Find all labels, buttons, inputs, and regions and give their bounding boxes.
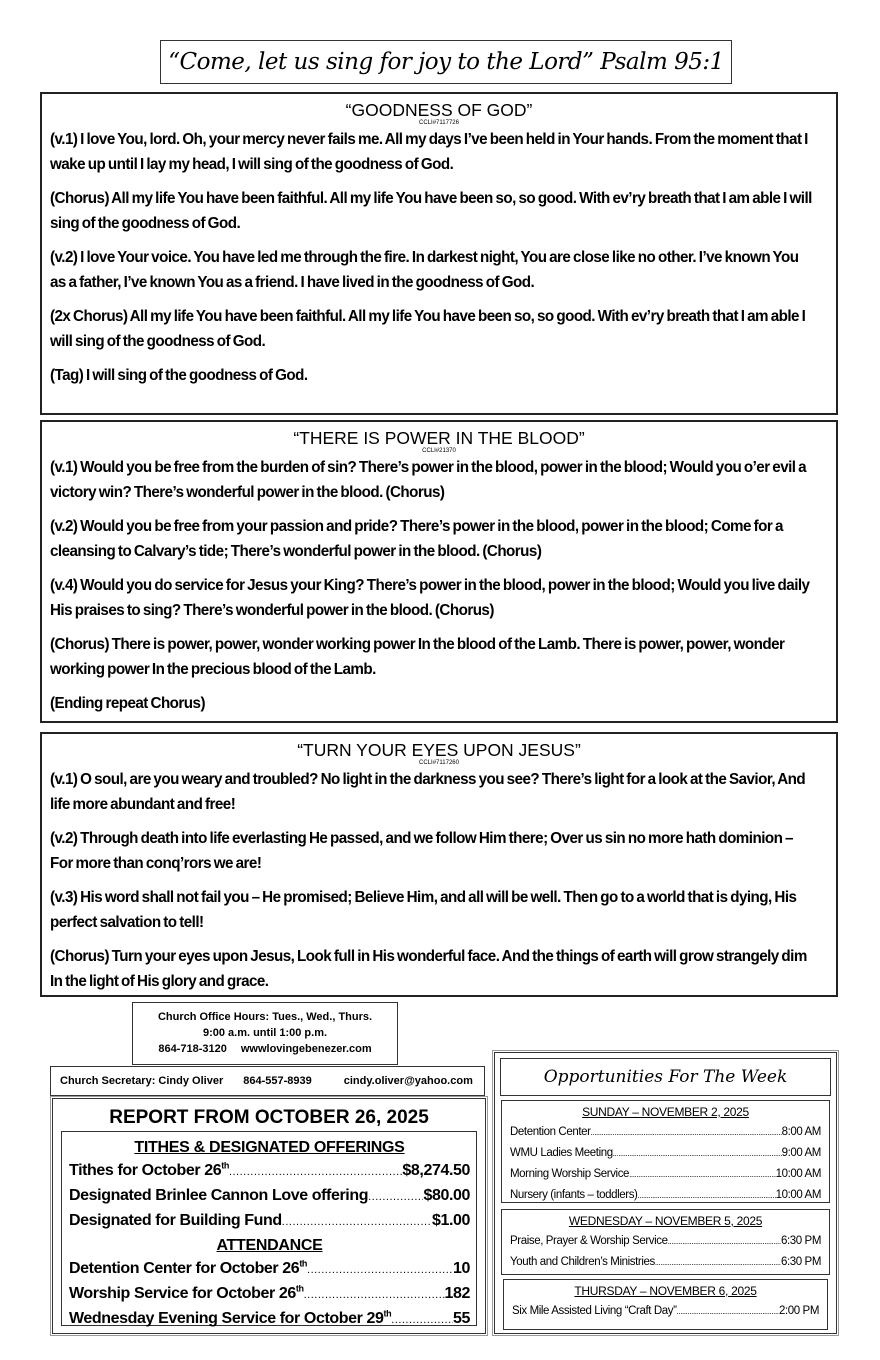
opportunities-box bbox=[494, 1052, 837, 1334]
day-heading: SUNDAY – NOVEMBER 2, 2025 bbox=[582, 1105, 749, 1119]
event-row bbox=[512, 1301, 819, 1322]
offering-row-building-fund bbox=[69, 1209, 470, 1234]
song-title: “THERE IS POWER IN THE BLOOD” bbox=[293, 428, 585, 448]
offering-row-tithes bbox=[69, 1159, 470, 1184]
ordinal-suffix: th bbox=[383, 1308, 392, 1319]
ordinal-suffix: th bbox=[299, 1258, 308, 1269]
ccli-number: CCLI#21370 bbox=[422, 448, 456, 454]
event-row bbox=[510, 1231, 821, 1252]
day-heading: THURSDAY – NOVEMBER 6, 2025 bbox=[574, 1284, 757, 1298]
secretary-name: Church Secretary: Cindy Oliver bbox=[60, 1075, 224, 1087]
office-contact bbox=[133, 1041, 397, 1057]
event-time: 6:30 PM bbox=[780, 1235, 821, 1247]
event-row bbox=[510, 1143, 821, 1164]
offering-value: $1.00 bbox=[431, 1212, 470, 1229]
stanza-verse-1: (v.1) I love You, lord. Oh, your mercy never fails me. All my days I’ve been held in Your hands. From the moment that I wake up until I lay my head, I will sing of the goodness of God. bbox=[50, 131, 808, 173]
report-box bbox=[52, 1098, 486, 1334]
leader-dots bbox=[591, 1123, 782, 1143]
scripture-verse: “Come, let us sing for joy to the Lord” Psalm 95:1 bbox=[168, 49, 724, 75]
report-title: REPORT FROM OCTOBER 26, 2025 bbox=[109, 1107, 429, 1128]
event-label: WMU Ladies Meeting bbox=[510, 1147, 613, 1159]
church-website[interactable]: wwwlovingebenezer.com bbox=[240, 1043, 372, 1055]
scripture-banner bbox=[160, 40, 732, 84]
event-label: Detention Center bbox=[510, 1126, 591, 1138]
stanza-verse-4: (v.4) Would you do service for Jesus your King? There’s power in the blood, power in the blood; Would you live daily His praises to sing? There’s wonderful power in the blood. (Chorus) bbox=[50, 577, 810, 619]
day-sunday bbox=[501, 1100, 830, 1203]
song-power-in-the-blood bbox=[40, 420, 838, 723]
event-time: 9:00 AM bbox=[781, 1147, 821, 1159]
stanza-verse-1: (v.1) O soul, are you weary and troubled? No light in the darkness you see? There’s light for a look at the Savior, And life more abundant and free! bbox=[50, 771, 806, 813]
leader-dots bbox=[391, 1308, 453, 1332]
stanza-chorus: (Chorus) Turn your eyes upon Jesus, Look full in His wonderful face. And the things of earth will grow strangely dim In the light of His glory and grace. bbox=[50, 948, 807, 990]
office-phone: 864-718-3120 bbox=[158, 1043, 227, 1055]
event-time: 10:00 AM bbox=[775, 1189, 821, 1201]
opportunities-title: Opportunities For The Week bbox=[500, 1058, 831, 1096]
attendance-row-worship bbox=[69, 1282, 470, 1307]
event-label: Morning Worship Service bbox=[510, 1168, 630, 1180]
offering-value: $8,274.50 bbox=[402, 1162, 470, 1179]
stanza-ending: (Ending repeat Chorus) bbox=[50, 695, 205, 712]
leader-dots bbox=[638, 1186, 776, 1206]
event-row bbox=[510, 1122, 821, 1143]
leader-dots bbox=[304, 1283, 445, 1307]
office-hours-box bbox=[132, 1002, 398, 1065]
stanza-verse-3: (v.3) His word shall not fail you – He promised; Believe Him, and all will be well. Then go to a world that is dying, His perfect salvation to tell! bbox=[50, 889, 797, 931]
leader-dots bbox=[629, 1165, 776, 1185]
stanza-verse-2: (v.2) Would you be free from your passion and pride? There’s power in the blood, power in the blood; Come for a cleansing to Calvary’s tide; There’s wonderful power in the blood. (Chorus) bbox=[50, 518, 783, 560]
event-row bbox=[510, 1164, 821, 1185]
ccli-number: CCLI#7117260 bbox=[419, 760, 459, 766]
day-heading: WEDNESDAY – NOVEMBER 5, 2025 bbox=[568, 1214, 763, 1228]
song-title: “TURN YOUR EYES UPON JESUS” bbox=[297, 740, 581, 760]
stanza-verse-1: (v.1) Would you be free from the burden of sin? There’s power in the blood, power in the blood; Would you o’er evil a victory win? There’s wonderful power in the blood. (Chorus) bbox=[50, 459, 807, 501]
event-label: Nursery (infants – toddlers) bbox=[510, 1189, 638, 1201]
event-label: Praise, Prayer & Worship Service bbox=[510, 1235, 668, 1247]
day-thursday bbox=[503, 1279, 828, 1330]
attendance-value: 55 bbox=[453, 1310, 470, 1327]
attendance-label: Wednesday Evening Service for October 29 bbox=[69, 1310, 384, 1327]
attendance-row-wednesday bbox=[69, 1307, 470, 1332]
leader-dots bbox=[655, 1253, 781, 1273]
leader-dots bbox=[368, 1185, 423, 1209]
office-hours: Church Office Hours: Tues., Wed., Thurs. bbox=[157, 1011, 373, 1023]
leader-dots bbox=[668, 1232, 781, 1252]
ordinal-suffix: th bbox=[221, 1160, 229, 1171]
offerings-heading: TITHES & DESIGNATED OFFERINGS bbox=[134, 1139, 405, 1156]
office-time: 9:00 a.m. until 1:00 p.m. bbox=[202, 1027, 328, 1039]
attendance-label: Detention Center for October 26 bbox=[69, 1260, 300, 1277]
offering-label: Tithes for October 26 bbox=[69, 1162, 222, 1179]
event-label: Six Mile Assisted Living “Craft Day” bbox=[512, 1305, 677, 1317]
secretary-email[interactable]: cindy.oliver@yahoo.com bbox=[343, 1075, 473, 1087]
event-time: 10:00 AM bbox=[775, 1168, 821, 1180]
secretary-phone: 864-557-8939 bbox=[243, 1075, 312, 1087]
stanza-2x-chorus: (2x Chorus) All my life You have been faithful. All my life You have been so, so good. With ev’ry breath that I am able I will sing of the goodness of God. bbox=[50, 308, 806, 350]
stanza-chorus: (Chorus) All my life You have been faithful. All my life You have been so, so good. With ev’ry breath that I am able I will sing of the goodness of God. bbox=[50, 190, 812, 232]
ccli-number: CCLI#7117726 bbox=[419, 120, 459, 126]
song-title: “GOODNESS OF GOD” bbox=[345, 100, 533, 120]
song-turn-your-eyes bbox=[40, 732, 838, 997]
stanza-verse-2: (v.2) I love Your voice. You have led me through the fire. In darkest night, You are close like no other. I’ve known You as a father, I’ve known You as a friend. I have lived in the goodness of God. bbox=[50, 249, 799, 291]
event-row bbox=[510, 1252, 821, 1273]
offering-value: $80.00 bbox=[423, 1187, 470, 1204]
day-wednesday bbox=[501, 1209, 830, 1275]
attendance-row-detention bbox=[69, 1257, 470, 1282]
leader-dots bbox=[677, 1302, 779, 1322]
stanza-tag: (Tag) I will sing of the goodness of God. bbox=[50, 367, 308, 384]
leader-dots bbox=[613, 1144, 782, 1164]
attendance-heading: ATTENDANCE bbox=[216, 1237, 323, 1254]
event-time: 8:00 AM bbox=[781, 1126, 821, 1138]
attendance-label: Worship Service for October 26 bbox=[69, 1285, 296, 1302]
event-time: 2:00 PM bbox=[778, 1305, 819, 1317]
leader-dots bbox=[282, 1210, 432, 1234]
secretary-box bbox=[50, 1066, 485, 1096]
stanza-verse-2: (v.2) Through death into life everlasting He passed, and we follow Him there; Over us sin no more hath dominion – For more than conq’rors we are! bbox=[50, 830, 793, 872]
event-label: Youth and Children’s Ministries bbox=[510, 1256, 655, 1268]
offering-row-love-offering bbox=[69, 1184, 470, 1209]
leader-dots bbox=[307, 1258, 453, 1282]
offering-label: Designated Brinlee Cannon Love offering bbox=[69, 1187, 369, 1204]
attendance-value: 10 bbox=[453, 1260, 470, 1277]
ordinal-suffix: th bbox=[295, 1283, 304, 1294]
event-row bbox=[510, 1185, 821, 1206]
song-goodness-of-god bbox=[40, 92, 838, 415]
offering-label: Designated for Building Fund bbox=[69, 1212, 282, 1229]
report-details bbox=[61, 1131, 477, 1326]
attendance-value: 182 bbox=[444, 1285, 470, 1302]
event-time: 6:30 PM bbox=[780, 1256, 821, 1268]
leader-dots bbox=[229, 1160, 402, 1184]
stanza-chorus: (Chorus) There is power, power, wonder working power In the blood of the Lamb. There is power, power, wonder working power In the precious blood of the Lamb. bbox=[50, 636, 785, 678]
